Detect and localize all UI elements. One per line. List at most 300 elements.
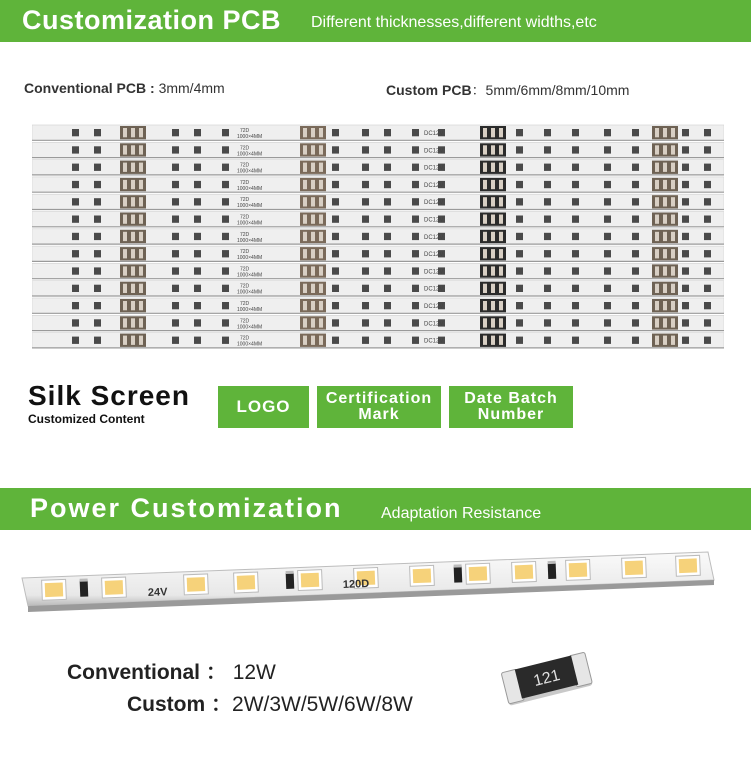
- pcb-solder-pad: [311, 284, 315, 293]
- pcb-component-pad: [544, 267, 551, 274]
- pcb-solder-pad: [499, 128, 503, 137]
- pcb-component-pad: [682, 146, 689, 153]
- pcb-component-pad: [632, 319, 639, 326]
- pcb-component-pad: [516, 233, 523, 240]
- pcb-solder-pad: [663, 232, 667, 241]
- strip-resistor-body: [80, 581, 89, 597]
- pcb-component-pad: [604, 164, 611, 171]
- pcb-solder-pad: [663, 145, 667, 154]
- pcb-component-pad: [362, 146, 369, 153]
- pcb-component-pad: [682, 267, 689, 274]
- pcb-solder-pad: [139, 163, 143, 172]
- pcb-component-pad: [572, 267, 579, 274]
- pcb-component-pad: [604, 250, 611, 257]
- pcb-size-marking: 1000×4MM: [237, 203, 263, 210]
- pcb-component-pad: [682, 302, 689, 309]
- pcb-solder-pad: [131, 128, 135, 137]
- pcb-component-pad: [194, 146, 201, 153]
- pcb-solder-pad: [311, 215, 315, 224]
- pcb-banner-title: Customization PCB: [22, 5, 282, 35]
- pcb-solder-pad: [499, 249, 503, 258]
- led-phosphor: [469, 566, 488, 581]
- led-chip: [234, 572, 259, 593]
- pcb-component-pad: [384, 250, 391, 257]
- pcb-voltage-marking: DC12V: [424, 269, 444, 276]
- pcb-component-pad: [516, 164, 523, 171]
- pcb-component-pad: [632, 233, 639, 240]
- pcb-size-marking: 1000×4MM: [237, 185, 263, 192]
- strip-resistor-body: [286, 573, 295, 589]
- pcb-component-pad: [362, 216, 369, 223]
- pcb-solder-pad: [139, 215, 143, 224]
- pcb-component-pad: [572, 250, 579, 257]
- pcb-component-pad: [384, 198, 391, 205]
- pcb-component-pad: [222, 198, 229, 205]
- pcb-solder-pad: [655, 215, 659, 224]
- led-phosphor: [45, 582, 64, 597]
- conventional-power-sep: ：: [205, 661, 227, 684]
- pcb-component-pad: [362, 181, 369, 188]
- pcb-component-pad: [682, 216, 689, 223]
- pcb-component-pad: [332, 146, 339, 153]
- cert-line-2: Mark: [358, 406, 400, 423]
- pcb-solder-pad: [663, 301, 667, 310]
- pcb-solder-pad: [311, 163, 315, 172]
- custom-power-spec: [127, 688, 413, 718]
- pcb-spec-marking: 72D: [240, 179, 250, 186]
- pcb-voltage-marking: DC12V: [424, 148, 444, 155]
- pcb-component-pad: [94, 164, 101, 171]
- pcb-solder-pad: [139, 336, 143, 345]
- pcb-component-pad: [572, 216, 579, 223]
- pcb-solder-pad: [319, 284, 323, 293]
- pcb-component-pad: [94, 302, 101, 309]
- pcb-component-pad: [632, 198, 639, 205]
- pcb-spec-marking: 72D: [240, 318, 250, 325]
- pcb-component-pad: [384, 267, 391, 274]
- strip-resistor-cap: [80, 579, 88, 582]
- pcb-component-pad: [222, 164, 229, 171]
- pcb-component-pad: [72, 337, 79, 344]
- pcb-component-pad: [222, 337, 229, 344]
- pcb-solder-pad: [311, 145, 315, 154]
- pcb-solder-pad: [123, 215, 127, 224]
- pcb-component-pad: [362, 233, 369, 240]
- pcb-component-pad: [632, 285, 639, 292]
- pcb-solder-pad: [671, 163, 675, 172]
- pcb-size-marking: 1000×4MM: [237, 272, 263, 279]
- pcb-solder-pad: [319, 145, 323, 154]
- pcb-solder-pad: [499, 197, 503, 206]
- pcb-solder-pad: [123, 266, 127, 275]
- pcb-component-pad: [544, 250, 551, 257]
- pcb-component-pad: [172, 181, 179, 188]
- pcb-component-pad: [72, 302, 79, 309]
- led-phosphor: [625, 560, 644, 575]
- pcb-component-pad: [604, 302, 611, 309]
- pcb-spec-marking: 72D: [240, 249, 250, 256]
- led-phosphor: [515, 565, 534, 580]
- strip-voltage-label: 24V: [147, 586, 168, 599]
- pcb-component-pad: [194, 198, 201, 205]
- strip-resistor-cap: [286, 571, 294, 574]
- pcb-component-pad: [632, 129, 639, 136]
- pcb-solder-pad: [499, 215, 503, 224]
- pcb-component-pad: [604, 233, 611, 240]
- pcb-component-pad: [604, 216, 611, 223]
- pcb-banner-subtitle: Different thicknesses,different widths,etc: [311, 14, 597, 31]
- pcb-component-pad: [362, 285, 369, 292]
- pcb-component-pad: [412, 164, 419, 171]
- pcb-component-pad: [572, 164, 579, 171]
- pcb-solder-pad: [655, 180, 659, 189]
- pcb-voltage-marking: DC12V: [424, 321, 444, 328]
- custom-pcb-spec: [386, 80, 629, 100]
- pcb-component-pad: [94, 181, 101, 188]
- pcb-voltage-marking: DC12V: [424, 165, 444, 172]
- pcb-component-pad: [332, 129, 339, 136]
- pcb-size-marking: 1000×4MM: [237, 220, 263, 227]
- pcb-spec-marking: 72D: [240, 214, 250, 221]
- pcb-component-pad: [516, 146, 523, 153]
- pcb-customization-banner: [0, 0, 751, 42]
- pcb-solder-pad: [483, 163, 487, 172]
- strip-resistor: [454, 564, 463, 582]
- pcb-component-pad: [194, 250, 201, 257]
- pcb-strip: [32, 212, 724, 227]
- pcb-solder-pad: [491, 249, 495, 258]
- pcb-strip: [32, 229, 724, 244]
- pcb-solder-pad: [131, 249, 135, 258]
- pcb-component-pad: [704, 337, 711, 344]
- strip-resistor-cap: [548, 561, 556, 564]
- pcb-component-pad: [682, 164, 689, 171]
- pcb-solder-pad: [319, 266, 323, 275]
- date-line-1: Date Batch: [464, 390, 558, 407]
- pcb-solder-pad: [139, 284, 143, 293]
- pcb-component-pad: [222, 267, 229, 274]
- pcb-component-pad: [94, 267, 101, 274]
- pcb-component-pad: [544, 181, 551, 188]
- led-phosphor: [569, 563, 588, 578]
- pcb-strip: [32, 160, 724, 175]
- pcb-solder-pad: [655, 301, 659, 310]
- pcb-solder-pad: [671, 301, 675, 310]
- pcb-solder-pad: [655, 249, 659, 258]
- pcb-solder-pad: [123, 249, 127, 258]
- pcb-solder-pad: [491, 336, 495, 345]
- pcb-solder-pad: [671, 336, 675, 345]
- pcb-solder-pad: [123, 284, 127, 293]
- pcb-spec-marking: 72D: [240, 145, 250, 152]
- pcb-solder-pad: [671, 284, 675, 293]
- pcb-solder-pad: [671, 145, 675, 154]
- pcb-spec-marking: 72D: [240, 197, 250, 204]
- pcb-voltage-marking: DC12V: [424, 131, 444, 137]
- pcb-component-pad: [682, 285, 689, 292]
- pcb-component-pad: [604, 319, 611, 326]
- pcb-solder-pad: [671, 266, 675, 275]
- pcb-solder-pad: [303, 163, 307, 172]
- pcb-solder-pad: [319, 197, 323, 206]
- pcb-size-marking: 1000×4MM: [237, 324, 263, 331]
- pcb-solder-pad: [491, 128, 495, 137]
- pcb-solder-pad: [491, 163, 495, 172]
- pcb-component-pad: [172, 129, 179, 136]
- led-chip: [410, 565, 435, 586]
- pcb-solder-pad: [311, 301, 315, 310]
- certification-mark-tag: [317, 386, 441, 428]
- pcb-solder-pad: [319, 128, 323, 137]
- custom-pcb-label: Custom PCB: [386, 82, 472, 98]
- pcb-component-pad: [384, 233, 391, 240]
- pcb-component-pad: [544, 164, 551, 171]
- pcb-solder-pad: [303, 301, 307, 310]
- custom-power-label: Custom: [127, 693, 206, 716]
- pcb-solder-pad: [303, 197, 307, 206]
- conventional-pcb-value: 3mm/4mm: [158, 80, 225, 96]
- pcb-solder-pad: [303, 215, 307, 224]
- pcb-solder-pad: [139, 180, 143, 189]
- pcb-solder-pad: [131, 301, 135, 310]
- pcb-solder-pad: [499, 301, 503, 310]
- power-banner-subtitle: Adaptation Resistance: [381, 505, 542, 522]
- conventional-pcb-spec: [24, 80, 225, 96]
- strip-resistor: [286, 571, 295, 589]
- conventional-power-label: Conventional: [67, 661, 201, 684]
- pcb-solder-pad: [311, 318, 315, 327]
- pcb-solder-pad: [483, 128, 487, 137]
- pcb-voltage-marking: DC12V: [424, 234, 444, 241]
- pcb-solder-pad: [123, 128, 127, 137]
- pcb-component-pad: [332, 233, 339, 240]
- custom-power-value: 2W/3W/5W/6W/8W: [232, 693, 413, 716]
- pcb-solder-pad: [663, 284, 667, 293]
- pcb-component-pad: [544, 129, 551, 136]
- pcb-solder-pad: [655, 266, 659, 275]
- pcb-solder-pad: [123, 301, 127, 310]
- pcb-component-pad: [94, 285, 101, 292]
- pcb-component-pad: [222, 146, 229, 153]
- pcb-solder-pad: [311, 249, 315, 258]
- pcb-component-pad: [682, 233, 689, 240]
- pcb-strip: [32, 177, 724, 192]
- pcb-component-pad: [516, 181, 523, 188]
- pcb-component-pad: [604, 181, 611, 188]
- pcb-component-pad: [172, 302, 179, 309]
- pcb-solder-pad: [491, 215, 495, 224]
- pcb-component-pad: [632, 146, 639, 153]
- pcb-component-pad: [222, 302, 229, 309]
- pcb-component-pad: [572, 285, 579, 292]
- pcb-solder-pad: [483, 318, 487, 327]
- pcb-solder-pad: [663, 180, 667, 189]
- pcb-solder-pad: [131, 180, 135, 189]
- pcb-component-pad: [572, 181, 579, 188]
- pcb-solder-pad: [671, 197, 675, 206]
- pcb-component-pad: [194, 164, 201, 171]
- pcb-solder-pad: [491, 318, 495, 327]
- pcb-size-marking: 1000×4MM: [237, 307, 263, 313]
- pcb-spec-marking: 72D: [240, 162, 250, 169]
- pcb-component-pad: [412, 267, 419, 274]
- pcb-solder-pad: [663, 318, 667, 327]
- pcb-strip: [32, 281, 724, 296]
- pcb-component-pad: [544, 146, 551, 153]
- pcb-component-pad: [194, 319, 201, 326]
- conventional-power-spec: [67, 656, 276, 686]
- pcb-component-pad: [222, 319, 229, 326]
- date-line-2: Number: [477, 406, 545, 423]
- pcb-component-pad: [572, 198, 579, 205]
- pcb-component-pad: [516, 198, 523, 205]
- pcb-solder-pad: [491, 266, 495, 275]
- pcb-component-pad: [172, 337, 179, 344]
- pcb-component-pad: [682, 181, 689, 188]
- pcb-component-pad: [632, 250, 639, 257]
- pcb-solder-pad: [123, 232, 127, 241]
- pcb-component-pad: [572, 233, 579, 240]
- pcb-component-pad: [704, 319, 711, 326]
- silk-screen-title: Silk Screen: [28, 380, 190, 411]
- pcb-component-pad: [704, 250, 711, 257]
- pcb-component-pad: [544, 302, 551, 309]
- pcb-solder-pad: [491, 145, 495, 154]
- pcb-component-pad: [362, 250, 369, 257]
- led-chip: [466, 563, 491, 584]
- pcb-solder-pad: [671, 215, 675, 224]
- pcb-solder-pad: [311, 180, 315, 189]
- pcb-solder-pad: [499, 145, 503, 154]
- pcb-spec-marking: 72D: [240, 128, 250, 134]
- pcb-component-pad: [412, 216, 419, 223]
- pcb-solder-pad: [663, 266, 667, 275]
- pcb-component-pad: [704, 216, 711, 223]
- led-strip-photo: [18, 550, 718, 620]
- pcb-component-pad: [704, 164, 711, 171]
- pcb-component-pad: [362, 337, 369, 344]
- pcb-solder-pad: [483, 215, 487, 224]
- pcb-component-pad: [332, 337, 339, 344]
- pcb-solder-pad: [303, 145, 307, 154]
- pcb-component-pad: [704, 181, 711, 188]
- pcb-solder-pad: [139, 232, 143, 241]
- pcb-size-marking: 1000×4MM: [237, 289, 263, 296]
- pcb-solder-pad: [663, 128, 667, 137]
- pcb-component-pad: [704, 302, 711, 309]
- pcb-solder-pad: [303, 232, 307, 241]
- led-chip: [676, 555, 701, 576]
- pcb-size-marking: 1000×4MM: [237, 255, 263, 262]
- pcb-component-pad: [682, 198, 689, 205]
- pcb-solder-pad: [319, 318, 323, 327]
- pcb-solder-pad: [303, 318, 307, 327]
- pcb-component-pad: [94, 216, 101, 223]
- pcb-solder-pad: [655, 232, 659, 241]
- pcb-solder-pad: [123, 336, 127, 345]
- pcb-solder-pad: [131, 318, 135, 327]
- pcb-solder-pad: [311, 232, 315, 241]
- smd-resistor-photo: [496, 648, 598, 710]
- pcb-component-pad: [222, 181, 229, 188]
- pcb-component-pad: [516, 302, 523, 309]
- pcb-solder-pad: [663, 197, 667, 206]
- pcb-component-pad: [194, 337, 201, 344]
- pcb-solder-pad: [123, 180, 127, 189]
- logo-tag: LOGO: [218, 386, 309, 428]
- pcb-component-pad: [704, 285, 711, 292]
- pcb-solder-pad: [139, 266, 143, 275]
- pcb-component-pad: [72, 233, 79, 240]
- resistor-code: 121: [531, 667, 562, 690]
- pcb-solder-pad: [499, 336, 503, 345]
- pcb-solder-pad: [303, 266, 307, 275]
- pcb-voltage-marking: DC12V: [424, 286, 444, 293]
- pcb-component-pad: [72, 216, 79, 223]
- pcb-component-pad: [362, 164, 369, 171]
- pcb-component-pad: [604, 198, 611, 205]
- pcb-component-pad: [194, 267, 201, 274]
- led-chip: [622, 557, 647, 578]
- pcb-solder-pad: [131, 145, 135, 154]
- pcb-component-pad: [194, 285, 201, 292]
- pcb-component-pad: [332, 164, 339, 171]
- pcb-solder-pad: [483, 301, 487, 310]
- pcb-solder-pad: [655, 197, 659, 206]
- pcb-solder-pad: [655, 284, 659, 293]
- pcb-voltage-marking: DC12V: [424, 182, 444, 189]
- pcb-strip: [32, 246, 724, 261]
- pcb-component-pad: [384, 146, 391, 153]
- pcb-solder-pad: [663, 336, 667, 345]
- conventional-power-value: 12W: [232, 661, 276, 684]
- pcb-component-pad: [384, 129, 391, 136]
- pcb-solder-pad: [319, 215, 323, 224]
- pcb-component-pad: [222, 285, 229, 292]
- pcb-solder-pad: [483, 249, 487, 258]
- pcb-solder-pad: [319, 180, 323, 189]
- pcb-solder-pad: [499, 266, 503, 275]
- pcb-component-pad: [72, 129, 79, 136]
- pcb-component-pad: [572, 337, 579, 344]
- conventional-pcb-label: Conventional PCB :: [24, 80, 155, 96]
- pcb-component-pad: [194, 216, 201, 223]
- strip-resistor-body: [548, 563, 557, 579]
- pcb-size-marking: 1000×4MM: [237, 134, 263, 140]
- pcb-solder-pad: [491, 301, 495, 310]
- pcb-component-pad: [632, 216, 639, 223]
- pcb-component-pad: [632, 181, 639, 188]
- led-chip: [512, 562, 537, 583]
- pcb-component-pad: [682, 250, 689, 257]
- pcb-solder-pad: [303, 128, 307, 137]
- pcb-component-pad: [384, 181, 391, 188]
- pcb-solder-pad: [139, 249, 143, 258]
- pcb-voltage-marking: DC12V: [424, 338, 444, 345]
- pcb-component-pad: [384, 216, 391, 223]
- pcb-solder-pad: [655, 128, 659, 137]
- pcb-voltage-marking: DC12V: [424, 217, 444, 224]
- pcb-component-pad: [604, 129, 611, 136]
- pcb-component-pad: [222, 250, 229, 257]
- pcb-solder-pad: [655, 163, 659, 172]
- pcb-component-pad: [172, 164, 179, 171]
- pcb-component-pad: [632, 267, 639, 274]
- pcb-component-pad: [172, 146, 179, 153]
- pcb-component-pad: [516, 319, 523, 326]
- pcb-component-pad: [704, 267, 711, 274]
- pcb-component-pad: [384, 164, 391, 171]
